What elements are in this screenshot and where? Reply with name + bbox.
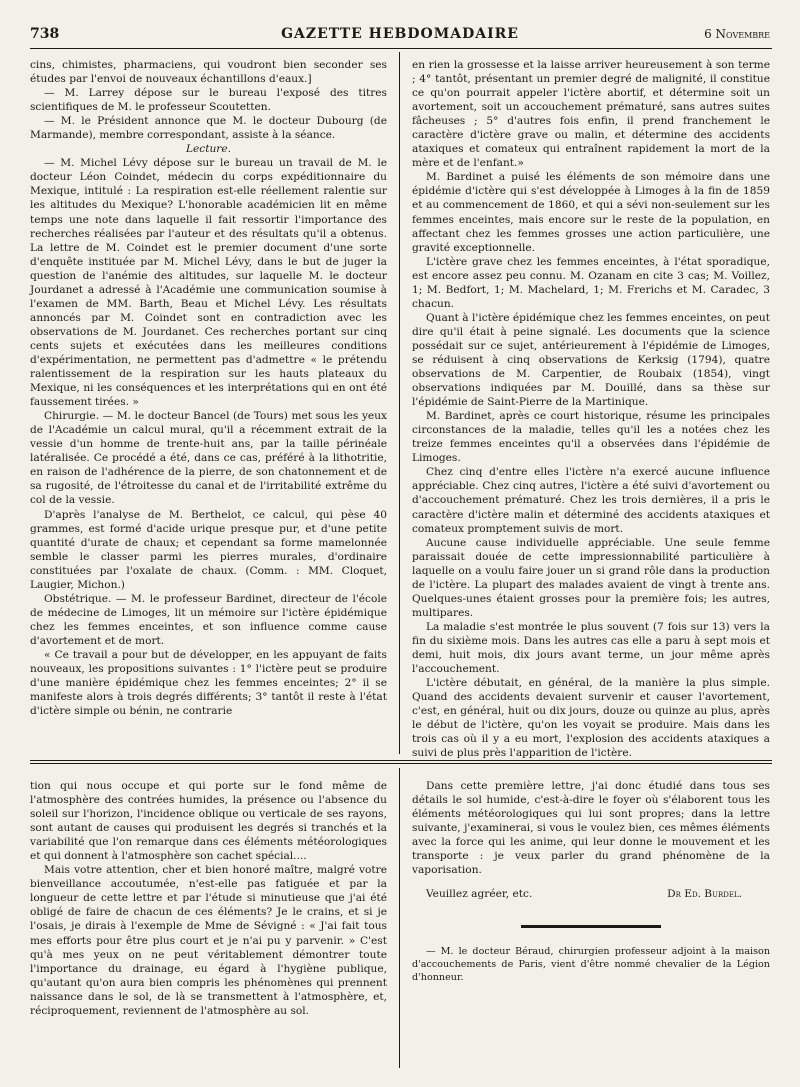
letter-signoff: [412, 887, 770, 903]
paragraph: en rien la grossesse et la laisse arriver heureusement à son terme ; 4° tantôt, présentant un premier degré de malignité, il constitue ce qu'on pourrait appeler l'ictère abortif, et détermine soit un avortement, soit un accouchement prématuré, sans autres suites fâcheuses ; 5° d'autres fois enfin, il prend franchement le caractère d'ictère grave ou malin, et détermine des accidents ataxiques et comateux qui entraînent rapidement la mort de la mère et de l'enfant.»: [412, 59, 770, 170]
paragraph: Mais votre attention, cher et bien honoré maître, malgré votre bienveillance accoutumée, n'est-elle pas fatiguée et par la longueur de cette lettre et par l'étude si minutieuse que j'ai été obligé de faire de chacun de ces éléments? Je le crains, et si je l'osais, je dirais à l'exemple de Mme de Sévigné : « J'ai fait tous mes efforts pour être plus court et je n'ai pu y parvenir. » C'est qu'à mes yeux on ne peut véritablement démontrer toute l'importance du drainage, eu égard à l'hygiène publique, qu'autant qu'on aura bien compris les phénomènes qui prennent naissance dans le sol, de là se transmettent à l'atmosphère, et, réciproquement, reviennent de l'atmosphère au sol.: [30, 864, 387, 1017]
section-divider: [30, 763, 772, 764]
author-signature: Dr Ed. Burdel.: [667, 888, 742, 901]
paragraph: L'ictère grave chez les femmes enceintes, à l'état sporadique, est encore assez peu connu. M. Ozanam en cite 3 cas; M. Voillez, 1; M. Bedfort, 1; M. Machelard, 1; M. Frerichs et M. Caradec, 3 chacun.: [412, 255, 770, 310]
issue-date: 6 Novembre: [704, 27, 770, 41]
paragraph: Dans cette première lettre, j'ai donc étudié dans tous ses détails le sol humide, c'est-à-dire le foyer où s'élaborent tous les éléments météorologiques qui lui sont propres; dans la lettre suivante, j'examinerai, si vous le voulez bien, ces mêmes éléments avec la force qui les anime, qui leur donne le mouvement et les transporte : je veux parler du grand phénomène de la vaporisation.: [412, 780, 770, 877]
news-note: — M. le docteur Béraud, chirurgien professeur adjoint à la maison d'accouchements de Paris, vient d'être nommé chevalier de la Légion d'honneur.: [412, 946, 770, 983]
paragraph: — M. Larrey dépose sur le bureau l'exposé des titres scientifiques de M. le professeur Scoutetten.: [30, 87, 387, 114]
paragraph: tion qui nous occupe et qui porte sur le fond même de l'atmosphère des contrées humides, la présence ou l'absence du soleil sur l'horizon, l'incidence oblique ou verticale de ses rayons, sont autant de causes qui produisent les degrés si tranchés et la variabilité que l'on remarque dans ces éléments météorologiques et qui donnent à l'atmosphère son cachet spécial....: [30, 780, 387, 863]
closing-greeting: Veuillez agréer, etc.: [426, 888, 533, 901]
paragraph: La maladie s'est montrée le plus souvent (7 fois sur 13) vers la fin du sixième mois. Dans les autres cas elle a paru à sept mois et demi, huit mois, dix jours avant terme, un jour même après l'accouchement.: [412, 620, 770, 676]
column-left-bottom: [30, 779, 387, 1018]
paragraph: — M. Michel Lévy dépose sur le bureau un travail de M. le docteur Léon Coindet, médecin du corps expéditionnaire du Mexique, intitulé : La respiration est-elle réellement ralentie sur les altitudes du Mexique? L'honorable académicien lit en même temps une note dans laquelle il fait ressortir l'importance des recherches réalisées par l'auteur et des résultats qu'il a obtenus. La lettre de M. Coindet est le premier document d'une sorte d'enquête instituée par M. Michel Lévy, dans le but de juger la question de l'anémie des altitudes, sur laquelle M. le docteur Jourdanet a adressé à l'Académie une communication soumise à l'examen de MM. Barth, Beau et Michel Lévy. Les résultats annoncés par M. Coindet sont en contradiction avec les observations de M. Jourdanet. Ces recherches portant sur cinq cents sujets et exécutées dans les meilleures conditions d'expérimentation, ne permettent pas d'admettre « le prétendu ralentissement de la respiration sur les hauts plateaux du Mexique, ni les conséquences et les interprétations qui en ont été faussement tirées. »: [30, 157, 387, 409]
paragraph: M. Bardinet, après ce court historique, résume les principales circonstances de la maladie, telles qu'il les a notées chez les treize femmes enceintes qu'il a observées dans l'épidémie de Limoges.: [412, 410, 770, 465]
column-divider: [399, 52, 400, 754]
section-heading-lecture: Lecture.: [185, 143, 232, 156]
paragraph-chirurgie: Chirurgie. — M. le docteur Bancel (de Tours) met sous les yeux de l'Académie un calcul mural, qu'il a récemment extrait de la vessie d'un homme de trente-huit ans, par la taille périnéale latéralisée. Ce procédé a été, dans ce cas, préféré à la lithotritie, en raison de l'adhérence de la pierre, de son chatonnement et de sa rugosité, de l'étroitesse du canal et de l'irritabilité extrême du col de la vessie.: [30, 410, 387, 507]
page-number: 738: [30, 26, 60, 42]
paragraph: « Ce travail a pour but de développer, en les appuyant de faits nouveaux, les propositions suivantes : 1° l'ictère peut se produire d'une manière épidémique chez les femmes enceintes; 2° il se manifeste alors à trois degrés différents; 3° tantôt il reste à l'état d'ictère simple ou bénin, ne contrarie: [30, 648, 387, 718]
column-left-top: [30, 58, 387, 718]
paragraph: Quant à l'ictère épidémique chez les femmes enceintes, on peut dire qu'il était à peine signalé. Les documents que la science possédait sur ce sujet, antérieurement à l'épidémie de Limoges, se réduisent à cinq observations de Kerksig (1794), quatre observations de M. Carpentier, de Roubaix (1854), vingt observations indiquées par M. Douillé, dans sa thèse sur l'épidémie de Saint-Pierre de la Martinique.: [412, 311, 770, 409]
section-divider: [30, 760, 772, 761]
paragraph-obstetrique: Obstétrique. — M. le professeur Bardinet, directeur de l'école de médecine de Limoges, lit un mémoire sur l'ictère épidémique chez les femmes enceintes, et son influence comme cause d'avortement et de mort.: [30, 592, 387, 647]
journal-title: GAZETTE HEBDOMADAIRE: [281, 26, 519, 42]
paragraph: D'après l'analyse de M. Berthelot, ce calcul, qui pèse 40 grammes, est formé d'acide urique presque pur, et d'une petite quantité d'urate de chaux; et cependant sa forme mamelonnée semble le classer parmi les pierres murales, d'ordinaire constituées par l'oxalate de chaux. (Comm. : MM. Cloquet, Laugier, Michon.): [30, 508, 387, 591]
separator-rule: [521, 925, 661, 928]
paragraph: M. Bardinet a puisé les éléments de son mémoire dans une épidémie d'ictère qui s'est développée à Limoges à la fin de 1859 et au commencement de 1860, et qui a sévi non-seulement sur les femmes enceintes, mais encore sur le reste de la population, en affectant chez les femmes grosses une action particulière, une gravité exceptionnelle.: [412, 171, 770, 254]
paragraph: — M. le Président annonce que M. le docteur Dubourg (de Marmande), membre correspondant, assiste à la séance.: [30, 115, 387, 142]
paragraph: Aucune cause individuelle appréciable. Une seule femme paraissait douée de cette impressionnabilité particulière à laquelle on a voulu faire jouer un si grand rôle dans la production de l'ictère. La plupart des malades avaient de vingt à trente ans. Quelques-unes étaient grosses pour la première fois; les autres, multipares.: [412, 536, 770, 619]
column-right-top: [412, 58, 770, 760]
paragraph: L'ictère débutait, en général, de la manière la plus simple. Quand des accidents devaient survenir et causer l'avortement, c'est, en général, huit ou dix jours, douze ou quinze au plus, après le début de l'ictère, qu'on les voyait se produire. Mais dans les trois cas où il y a eu mort, l'explosion des accidents ataxiques a suivi de plus près l'apparition de l'ictère.: [412, 677, 770, 760]
paragraph: cins, chimistes, pharmaciens, qui voudront bien seconder ses études par l'envoi de nouveaux échantillons d'eaux.]: [30, 59, 387, 86]
column-right-bottom: [412, 779, 770, 984]
paragraph: Chez cinq d'entre elles l'ictère n'a exercé aucune influence appréciable. Chez cinq autres, l'ictère a été suivi d'avortement ou d'accouchement prématuré. Chez les trois dernières, il a pris le caractère d'ictère malin et déterminé des accidents ataxiques et comateux promptement suivis de mort.: [412, 466, 770, 535]
page-header: [30, 26, 770, 48]
column-divider: [399, 768, 400, 1068]
header-rule: [30, 48, 772, 49]
